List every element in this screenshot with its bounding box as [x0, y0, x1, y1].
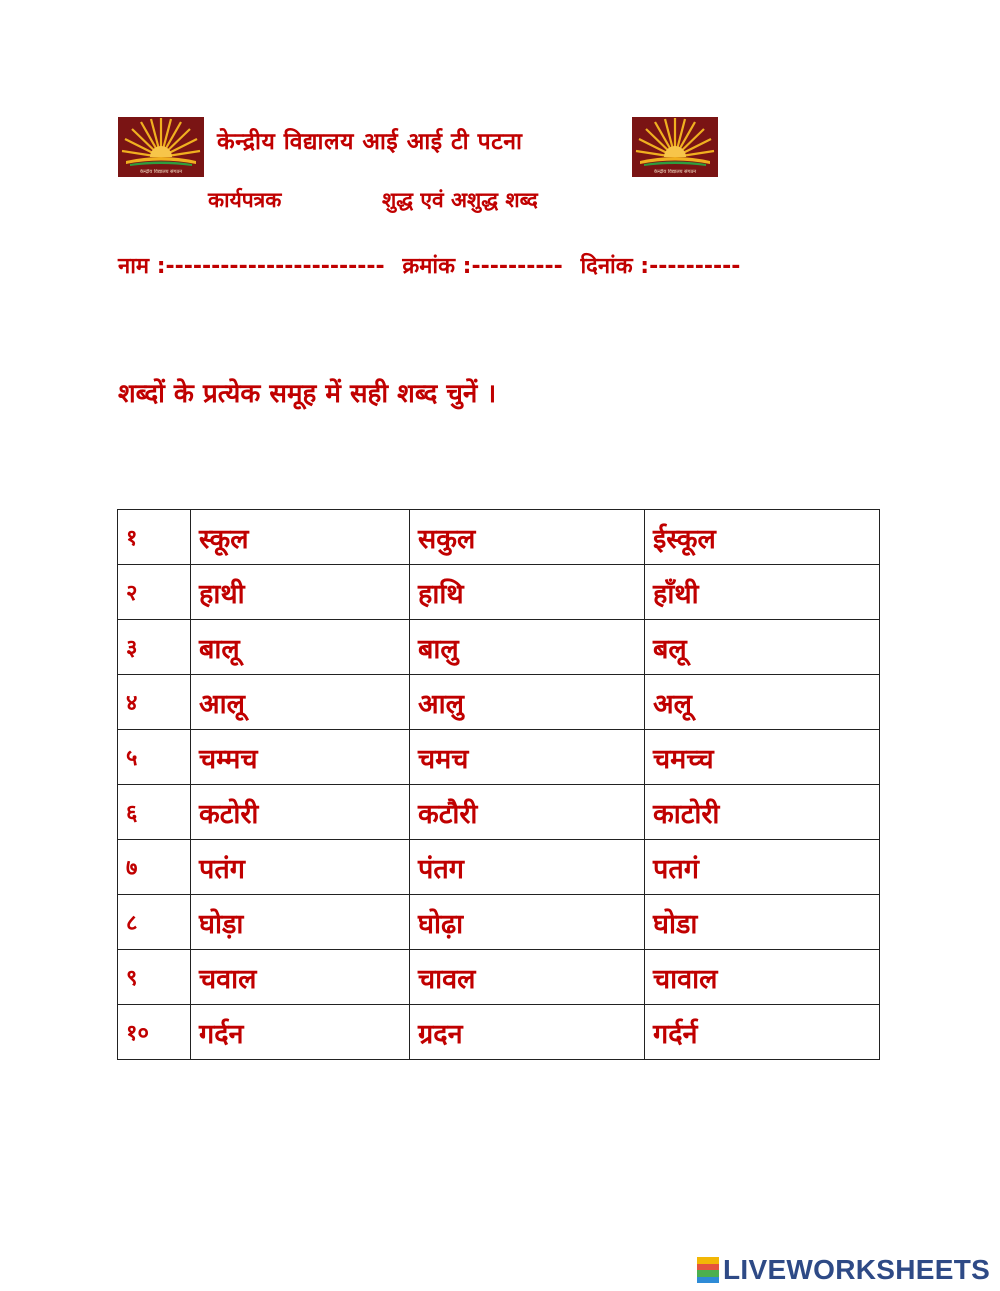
table-row: [118, 730, 880, 785]
word-option[interactable]: घोड़ा: [191, 895, 410, 950]
word-option[interactable]: कटौरी: [410, 785, 645, 840]
table-row: [118, 510, 880, 565]
row-number: २: [118, 565, 191, 620]
liveworksheets-logo-icon: [697, 1257, 719, 1283]
name-field[interactable]: नाम :------------------------: [118, 254, 385, 279]
word-option[interactable]: स्कूल: [191, 510, 410, 565]
word-option[interactable]: हाँथी: [645, 565, 880, 620]
word-option[interactable]: कटोरी: [191, 785, 410, 840]
word-option[interactable]: हाथी: [191, 565, 410, 620]
table-row: [118, 840, 880, 895]
word-option[interactable]: पतंग: [191, 840, 410, 895]
word-option[interactable]: घोडा: [645, 895, 880, 950]
row-number: ९: [118, 950, 191, 1005]
table-row: [118, 785, 880, 840]
student-info-line: [118, 250, 740, 280]
word-option[interactable]: चवाल: [191, 950, 410, 1005]
word-option[interactable]: सकुल: [410, 510, 645, 565]
table-row: [118, 1005, 880, 1060]
word-option[interactable]: पतगं: [645, 840, 880, 895]
word-option[interactable]: बालू: [191, 620, 410, 675]
word-option[interactable]: पंतग: [410, 840, 645, 895]
word-option[interactable]: आलु: [410, 675, 645, 730]
word-option[interactable]: ईस्कूल: [645, 510, 880, 565]
word-option[interactable]: चमच्च: [645, 730, 880, 785]
row-number: ६: [118, 785, 191, 840]
row-number: ३: [118, 620, 191, 675]
row-number: ५: [118, 730, 191, 785]
sun-emblem-icon: [632, 117, 718, 177]
word-option[interactable]: अलू: [645, 675, 880, 730]
row-number: ४: [118, 675, 191, 730]
row-number: १: [118, 510, 191, 565]
word-option[interactable]: गर्दर्न: [645, 1005, 880, 1060]
school-logo-right: [632, 117, 718, 177]
table-row: [118, 565, 880, 620]
row-number: १०: [118, 1005, 191, 1060]
worksheet-label: कार्यपत्रक: [208, 188, 282, 212]
logo-caption: केन्द्रीय विद्यालय संगठन: [139, 169, 183, 175]
row-number: ७: [118, 840, 191, 895]
word-option[interactable]: बालु: [410, 620, 645, 675]
word-option[interactable]: आलू: [191, 675, 410, 730]
word-option[interactable]: ग्रदन: [410, 1005, 645, 1060]
word-option[interactable]: चम्मच: [191, 730, 410, 785]
school-name: केन्द्रीय विद्यालय आई आई टी पटना: [217, 129, 523, 155]
word-option[interactable]: हाथि: [410, 565, 645, 620]
worksheet-subject: शुद्ध एवं अशुद्ध शब्द: [382, 188, 538, 212]
word-option[interactable]: चावल: [410, 950, 645, 1005]
word-option[interactable]: चावाल: [645, 950, 880, 1005]
word-choice-table: [117, 509, 880, 1060]
logo-caption: केन्द्रीय विद्यालय संगठन: [653, 169, 697, 175]
table-row: [118, 620, 880, 675]
row-number: ८: [118, 895, 191, 950]
table-row: [118, 895, 880, 950]
school-logo-left: [118, 117, 204, 177]
word-option[interactable]: बलू: [645, 620, 880, 675]
word-option[interactable]: घोढ़ा: [410, 895, 645, 950]
table-row: [118, 675, 880, 730]
brand-text: LIVEWORKSHEETS: [723, 1254, 991, 1285]
word-option[interactable]: काटोरी: [645, 785, 880, 840]
date-field[interactable]: दिनांक :----------: [580, 254, 741, 279]
roll-number-field[interactable]: क्रमांक :----------: [402, 254, 563, 279]
word-option[interactable]: गर्दन: [191, 1005, 410, 1060]
word-option[interactable]: चमच: [410, 730, 645, 785]
table-row: [118, 950, 880, 1005]
instruction-text: शब्दों के प्रत्येक समूह में सही शब्द चुनें ।: [118, 379, 497, 409]
sun-emblem-icon: [118, 117, 204, 177]
liveworksheets-brand[interactable]: [697, 1256, 990, 1284]
